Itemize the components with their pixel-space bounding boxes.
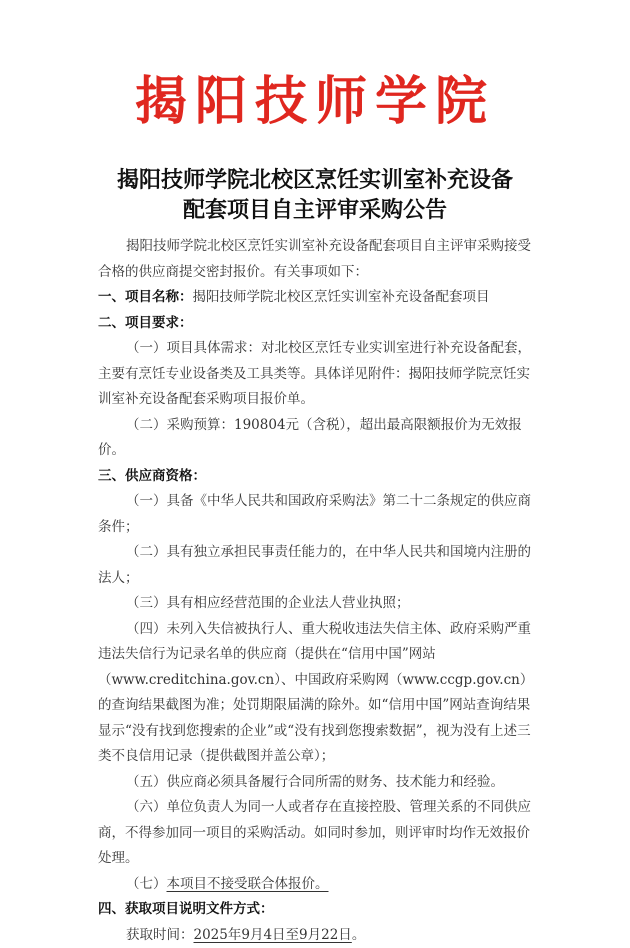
requirement-item-2: [98, 413, 538, 464]
budget-note: ，超出最高限额报价为无效报价。: [98, 417, 522, 459]
section-project-name: [98, 285, 538, 311]
institution-masthead: 揭阳技师学院: [0, 70, 630, 134]
project-name-value: 揭阳技师学院北校区烹饪实训室补充设备配套项目: [193, 289, 490, 305]
document-title: [0, 166, 630, 226]
budget-label: （二）采购预算：: [126, 417, 234, 433]
section-1-heading: 一、项目名称：: [98, 289, 193, 305]
obtain-time-line: [98, 923, 538, 948]
obtain-time-label: 获取时间：: [126, 927, 194, 943]
item-7-prefix: （七）: [126, 876, 167, 892]
section-4-heading: 四、获取项目说明文件方式：: [98, 897, 538, 923]
obtain-time-end: 。: [352, 927, 366, 943]
obtain-time-value: 2025年9月4日至9月22日: [194, 927, 352, 943]
qualification-item-5: （五）供应商必须具备履行合同所需的财务、技术能力和经验。: [98, 770, 538, 796]
section-2-heading: 二、项目要求：: [98, 311, 538, 337]
qualification-item-1: （一）具备《中华人民共和国政府采购法》第二十二条规定的供应商条件；: [98, 489, 538, 540]
title-line-1: 揭阳技师学院北校区烹饪实训室补充设备: [0, 166, 630, 196]
section-3-heading: 三、供应商资格：: [98, 464, 538, 490]
qualification-item-2: （二）具有独立承担民事责任能力的，在中华人民共和国境内注册的法人；: [98, 540, 538, 591]
qualification-item-4: （四）未列入失信被执行人、重大税收违法失信主体、政府采购严重违法失信行为记录名单的供应商（提供在“信用中国”网站（www.creditchina.gov.cn）、中国政府采购网（www.ccgp.gov.cn）的查询结果截图为准；处罚期限届满的除外。如“信用中国”网站查询结果显示“没有找到您搜索的企业”或“没有找到您搜索数据”，视为没有上述三类不良信用记录（提供截图并盖公章）；: [98, 617, 538, 770]
qualification-item-3: （三）具有相应经营范围的企业法人营业执照；: [98, 591, 538, 617]
requirement-item-1: （一）项目具体需求：对北校区烹饪专业实训室进行补充设备配套，主要有烹饪专业设备类及工具类等。具体详见附件：揭阳技师学院烹饪实训室补充设备配套采购项目报价单。: [98, 336, 538, 413]
document-body: [98, 234, 538, 948]
intro-paragraph: 揭阳技师学院北校区烹饪实训室补充设备配套项目自主评审采购接受合格的供应商提交密封报价。有关事项如下：: [98, 234, 538, 285]
item-7-text: 本项目不接受联合体报价。: [167, 876, 329, 892]
qualification-item-7: [98, 872, 538, 898]
title-line-2: 配套项目自主评审采购公告: [0, 196, 630, 226]
qualification-item-6: （六）单位负责人为同一人或者存在直接控股、管理关系的不同供应商，不得参加同一项目的采购活动。如同时参加，则评审时均作无效报价处理。: [98, 795, 538, 872]
budget-amount: 190804元（含税）: [234, 417, 346, 433]
